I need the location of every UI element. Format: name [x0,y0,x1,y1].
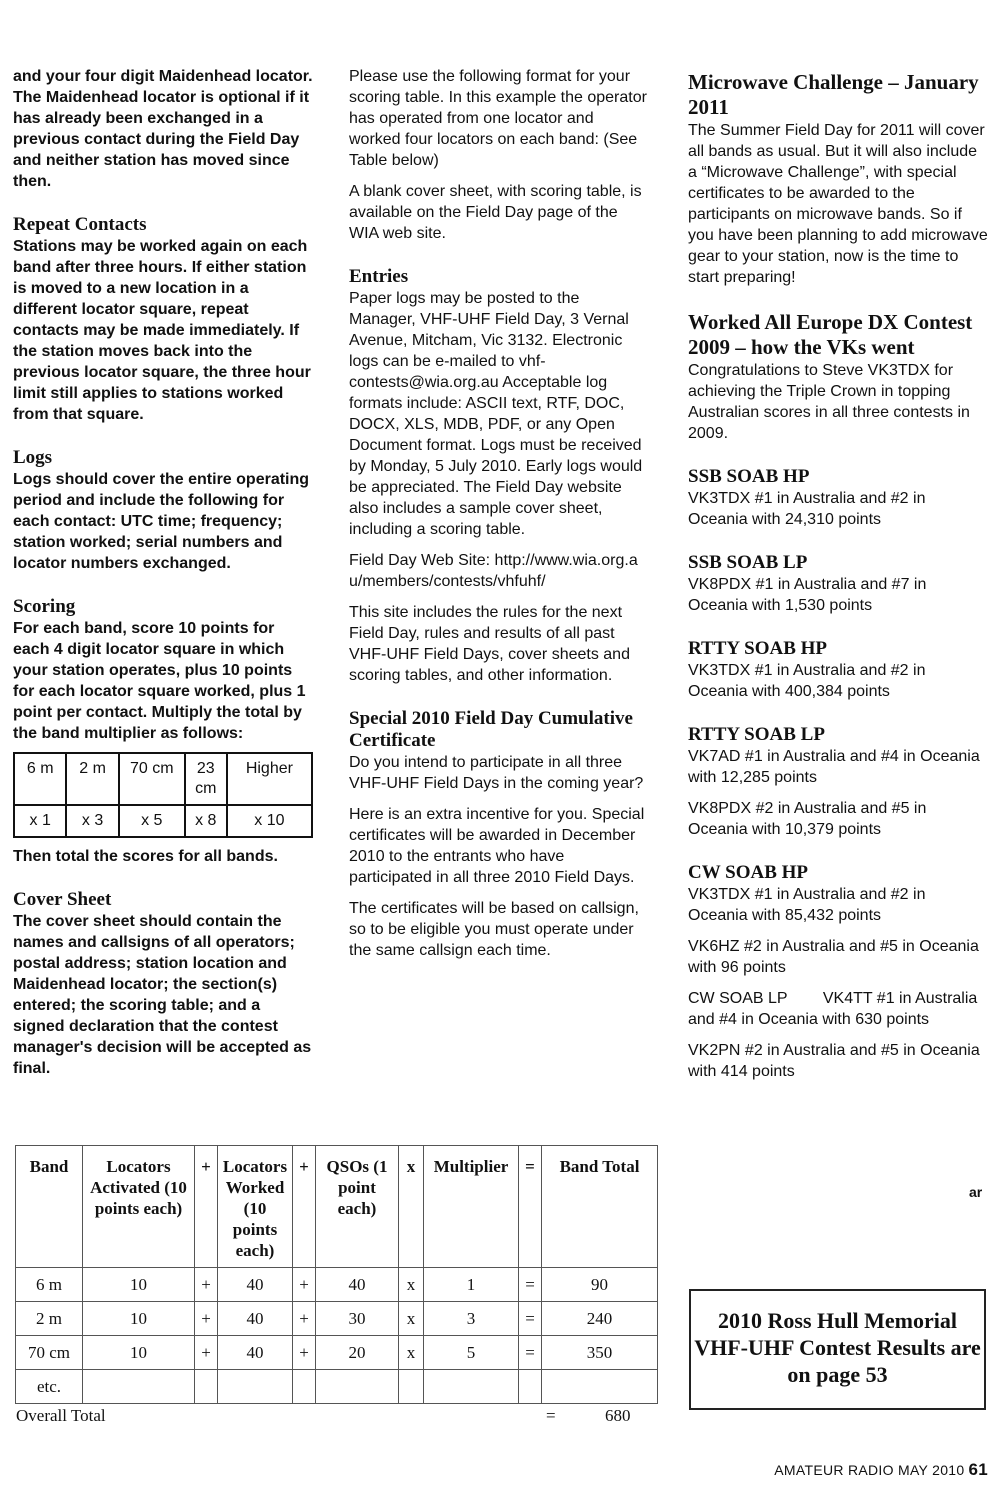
cell: 90 [542,1268,658,1302]
cell [519,1370,542,1404]
intro-paragraph: and your four digit Maidenhead locator. The Maidenhead locator is optional if it has already been exchanged in a previous contact during the Field Day and neither station has moved since then. [13,68,313,190]
cell: = [519,1336,542,1370]
header-plus: + [293,1146,316,1268]
cell: x [399,1302,424,1336]
cw-hp-result-2: VK6HZ #2 in Australia and #5 in Oceania with 96 points [688,938,979,976]
special-paragraph-1: Do you intend to participate in all three VHF-UHF Field Days in the coming year? [349,754,644,792]
rtty-hp-heading: RTTY SOAB HP [688,638,828,659]
scoring-text: For each band, score 10 points for each 4 digit locator square in which your station operates, plus 10 points for each locator square worked, plus 1 point per contact. Multiply the total by the band multiplier as follows: [13,620,306,742]
header-plus: + [195,1146,218,1268]
cell: + [293,1268,316,1302]
cell: = [519,1302,542,1336]
table-row [16,1370,658,1404]
header-band: Band [16,1146,83,1268]
cell: x [399,1268,424,1302]
format-paragraph: Please use the following format for your scoring table. In this example the operator has operated from one locator and worked four locators on each band: (See Table below) [349,68,647,169]
logs-text: Logs should cover the entire operating period and include the following for each contact: UTC time; frequency; station worked; serial numbers and locator numbers exchanged. [13,471,310,572]
ssb-hp-result: VK3TDX #1 in Australia and #2 in Oceania with 24,310 points [688,490,926,528]
blank-cover-paragraph: A blank cover sheet, with scoring table, is available on the Field Day page of the WIA web site. [349,183,642,242]
cell: 6 m [16,1268,83,1302]
entries-heading: Entries [349,266,409,287]
overall-total-equals: = [546,1406,556,1425]
cell: 40 [218,1302,293,1336]
wae-text: Congratulations to Steve VK3TDX for achieving the Triple Crown in topping Australian scores in all three contests in 2009. [688,362,970,442]
cell [399,1370,424,1404]
ssb-hp-heading: SSB SOAB HP [688,466,810,487]
logs-heading: Logs [13,447,53,468]
after-table-text: Then total the scores for all bands. [13,848,278,865]
column-2 [349,66,649,961]
table-row [16,1302,658,1336]
rtty-lp-result-2: VK8PDX #2 in Australia and #5 in Oceania with 10,379 points [688,800,927,838]
ssb-lp-result: VK8PDX #1 in Australia and #7 in Oceania with 1,530 points [688,576,927,614]
cover-sheet-text: The cover sheet should contain the names and callsigns of all operators; postal address; station location and Maidenhead locator; the section(s) entered; the scoring table; and a signed declaration that the contest manager's decision will be accepted as final. [13,913,312,1077]
header-times: x [399,1146,424,1268]
multiplier-cell: x 1 [14,805,66,837]
cover-sheet-heading: Cover Sheet [13,889,112,910]
rtty-lp-heading: RTTY SOAB LP [688,724,825,745]
cell: + [293,1302,316,1336]
band-cell: 6 m [14,753,66,805]
cell: 350 [542,1336,658,1370]
header-band-total: Band Total [542,1146,658,1268]
cell: 70 cm [16,1336,83,1370]
cw-lp-result-1: CW SOAB LP VK4TT #1 in Australia and #4 in Oceania with 630 points [688,990,982,1028]
page-number: 61 [968,1460,988,1479]
cell: + [293,1336,316,1370]
cw-hp-heading: CW SOAB HP [688,862,809,883]
special-paragraph-2: Here is an extra incentive for you. Special certificates will be awarded in December 2010 to the entrants who have participated in all three 2010 Field Days. [349,806,645,886]
table-row [16,1268,658,1302]
rtty-hp-result: VK3TDX #1 in Australia and #2 in Oceania with 400,384 points [688,662,926,700]
multiplier-table [13,752,313,838]
band-cell: 23 cm [185,753,227,805]
overall-total-label: Overall Total [16,1406,106,1425]
cell: 40 [218,1268,293,1302]
cell: 3 [424,1302,519,1336]
band-cell: Higher [227,753,312,805]
page-footer [774,1460,988,1480]
cell: 40 [316,1268,399,1302]
repeat-contacts-text: Stations may be worked again on each band after three hours. If either station is moved to a new location in a different locator square, repeat contacts may be made immediately. If the station moves back into the previous locator square, the three hour limit still applies to stations worked from that square. [13,238,311,423]
cell [83,1370,195,1404]
cell [424,1370,519,1404]
cell: 1 [424,1268,519,1302]
scoring-table [15,1145,658,1404]
header-qsos: QSOs (1 point each) [316,1146,399,1268]
cw-lp-result-2: VK2PN #2 in Australia and #5 in Oceania with 414 points [688,1042,980,1080]
ross-hull-notice: 2010 Ross Hull Memorial VHF-UHF Contest Results are on page 53 [689,1289,986,1410]
site-info-text: This site includes the rules for the next Field Day, rules and results of all past VHF-UHF Field Days, cover sheets and scoring tables, and other information. [349,604,630,684]
cell: x [399,1336,424,1370]
multiplier-bands-row [14,753,312,805]
multiplier-values-row [14,805,312,837]
cell: 10 [83,1268,195,1302]
multiplier-cell: x 3 [66,805,118,837]
multiplier-cell: x 8 [185,805,227,837]
column-1 [13,66,315,1079]
cell [293,1370,316,1404]
cell: + [195,1336,218,1370]
website-link[interactable]: Field Day Web Site: http://www.wia.org.au/members/contests/vhfuhf/ [349,552,638,590]
band-cell: 2 m [66,753,118,805]
scoring-heading: Scoring [13,596,76,617]
magazine-name: AMATEUR RADIO MAY 2010 [774,1462,965,1478]
column-3 [688,70,988,1082]
header-multiplier: Multiplier [424,1146,519,1268]
band-cell: 70 cm [119,753,185,805]
table-row [16,1336,658,1370]
cell: etc. [16,1370,83,1404]
header-locators-worked: Locators Worked (10 points each) [218,1146,293,1268]
special-paragraph-3: The certificates will be based on callsign, so to be eligible you must operate under the same callsign each time. [349,900,639,959]
wae-heading: Worked All Europe DX Contest 2009 – how the VKs went [688,310,973,359]
overall-total-value: 680 [605,1406,631,1425]
ssb-lp-heading: SSB SOAB LP [688,552,808,573]
cell: + [195,1268,218,1302]
cell: + [195,1302,218,1336]
header-locators-activated: Locators Activated (10 points each) [83,1146,195,1268]
microwave-text: The Summer Field Day for 2011 will cover all bands as usual. But it will also include a “Microwave Challenge”, with special certificates to be awarded to the participants on microwave bands. So if you have been planning to add microwave gear to your station, now is the time to start preparing! [688,122,988,286]
entries-text: Paper logs may be posted to the Manager, VHF-UHF Field Day, 3 Vernal Avenue, Mitcham, Vic 3132. Electronic logs can be e-mailed to vhf-contests@wia.org.au Acceptable log formats include: ASCII text, RTF, DOC, DOCX, XLS, MDB, PDF, or any Open Document format. Logs must be received by Monday, 5 July 2010. Early logs would be appreciated. The Field Day website also includes a sample cover sheet, including a scoring table. [349,290,643,538]
header-equals: = [519,1146,542,1268]
cell: 2 m [16,1302,83,1336]
cell: 20 [316,1336,399,1370]
cell: 10 [83,1336,195,1370]
cell: 40 [218,1336,293,1370]
cell: 5 [424,1336,519,1370]
repeat-contacts-heading: Repeat Contacts [13,214,147,235]
cell [195,1370,218,1404]
microwave-heading: Microwave Challenge – January 2011 [688,70,979,119]
cell [218,1370,293,1404]
special-certificate-heading: Special 2010 Field Day Cumulative Certificate [349,708,633,751]
cell: 30 [316,1302,399,1336]
end-mark: ar [969,1184,983,1200]
cell: = [519,1268,542,1302]
cw-hp-result-1: VK3TDX #1 in Australia and #2 in Oceania with 85,432 points [688,886,926,924]
cell [542,1370,658,1404]
multiplier-cell: x 5 [119,805,185,837]
rtty-lp-result-1: VK7AD #1 in Australia and #4 in Oceania with 12,285 points [688,748,980,786]
cell [316,1370,399,1404]
cell: 240 [542,1302,658,1336]
cell: 10 [83,1302,195,1336]
scoring-table-header [16,1146,658,1268]
multiplier-cell: x 10 [227,805,312,837]
